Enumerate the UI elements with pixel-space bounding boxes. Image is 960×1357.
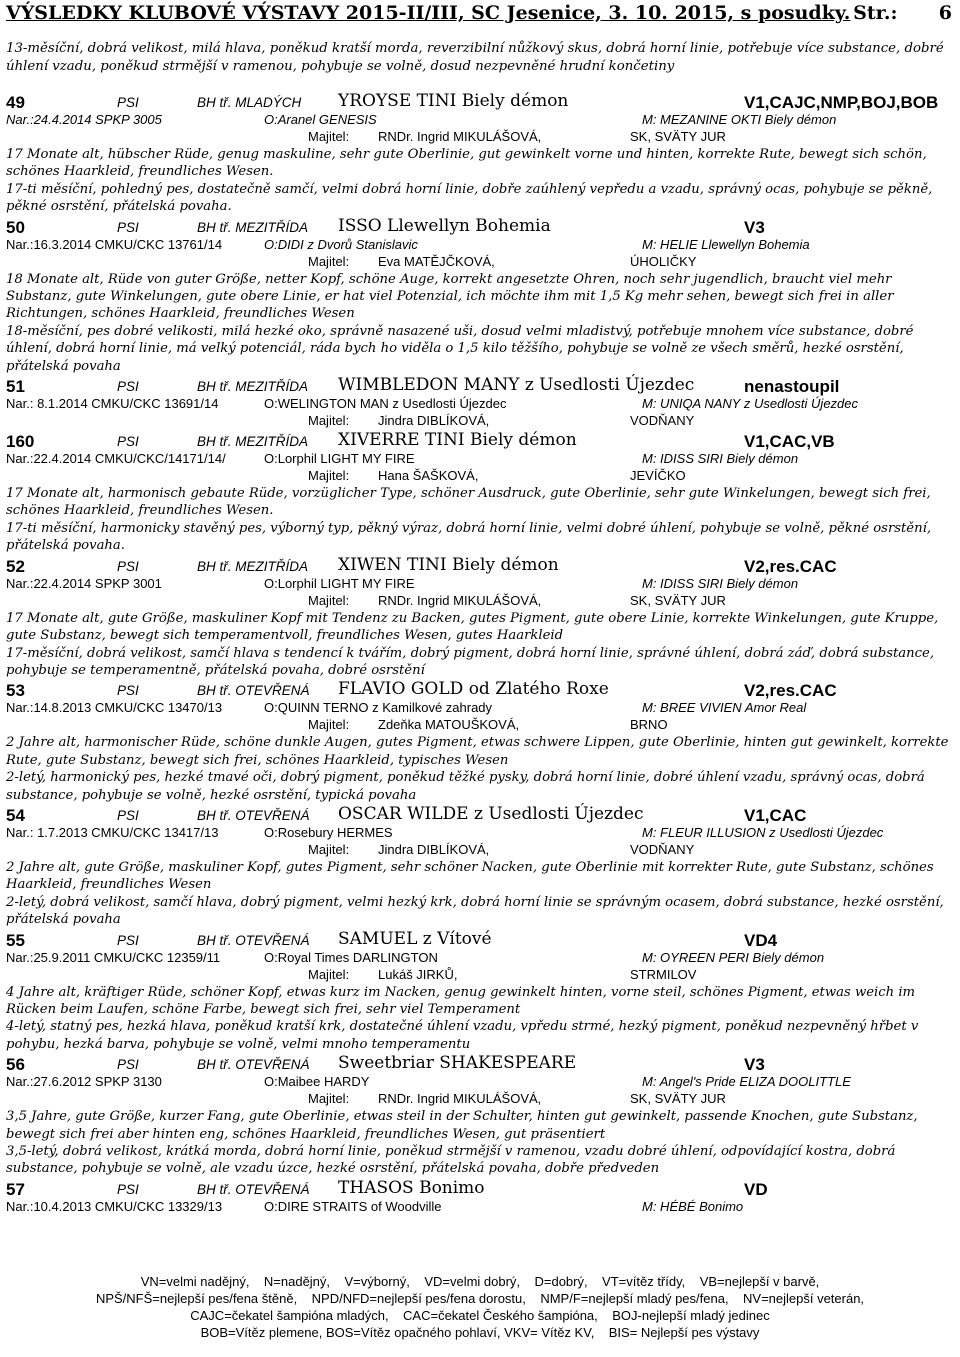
page-label: Str.: — [853, 2, 898, 24]
legend — [0, 1273, 960, 1341]
owner-label: Majitel: — [308, 841, 350, 857]
class-label: BH tř. MEZITŘÍDA — [197, 434, 308, 450]
owner-label: Majitel: — [308, 1091, 350, 1107]
owner-label: Majitel: — [308, 468, 350, 484]
owner-name: Jindra DIBLÍKOVÁ, — [378, 413, 490, 429]
critique-german: 18 Monate alt, Rüde von guter Größe, netter Kopf, schöne Auge, korrekt angesetzte Ohren, noch sehr jugendlich, braucht viel mehr Substanz, gute Winkelungen, gute obere Linie, er hat viel Potenzial, ich möchte ihm mit 1,5 Kg mehr sehen, bewegt sich frei in aller Richtungen, schönes Haarkleid, freundliches Wesen — [6, 271, 894, 322]
catalog-number: 49 — [6, 93, 25, 112]
critique-german: 4 Jahre alt, kräftiger Rüde, schöner Kopf, etwas kurz im Nacken, genug gewinkelt hinten, vorne steil, schönes Pigment, etwas weich im Rücken beim Laufen, schöne Farbe, bewegt sich frei, sehr viel Temperament — [6, 984, 916, 1017]
owner-line — [6, 1091, 960, 1108]
owner-name: RNDr. Ingrid MIKULÁŠOVÁ, — [378, 592, 542, 608]
sire: O:WELINGTON MAN z Usedlosti Újezdec — [264, 396, 507, 412]
dog-line — [6, 555, 960, 576]
catalog-number: 53 — [6, 681, 25, 701]
owner-name: Zdeňka MATOUŠKOVÁ, — [378, 717, 520, 733]
sex-label: PSI — [117, 932, 139, 948]
birth-registration: Nar.:14.8.2013 CMKU/CKC 13470/13 — [6, 700, 223, 716]
owner-label: Majitel: — [308, 717, 350, 733]
catalog-number: 160 — [6, 432, 35, 452]
birth-registration: Nar.: 1.7.2013 CMKU/CKC 13417/13 — [6, 824, 219, 840]
sex-label: PSI — [117, 558, 139, 574]
dog-name: Sweetbriar SHAKESPEARE — [338, 1053, 577, 1074]
sire: O:Aranel GENESIS — [264, 112, 377, 127]
birth-registration: Nar.:24.4.2014 SPKP 3005 — [6, 112, 162, 127]
registration-line — [6, 576, 960, 593]
owner-place: JEVÍČKO — [630, 468, 686, 484]
dog-entry — [6, 216, 960, 375]
critique-czech: 17-ti měsíční, harmonicky stavěný pes, výborný typ, pěkný výraz, dobrá horní linie, velmi dobré úhlení, pohybuje se volně, pěkné osrstění, přátelská povaha. — [6, 520, 932, 554]
owner-label: Majitel: — [308, 592, 350, 608]
birth-registration: Nar.:10.4.2013 CMKU/CKC 13329/13 — [6, 1198, 223, 1214]
birth-registration: Nar.:16.3.2014 CMKU/CKC 13761/14 — [6, 236, 223, 252]
dam: M: BREE VIVIEN Amor Real — [642, 700, 807, 716]
dog-name: OSCAR WILDE z Usedlosti Újezdec — [338, 803, 644, 824]
birth-registration: Nar.:27.6.2012 SPKP 3130 — [6, 1074, 162, 1090]
dog-name: XIWEN TINI Biely démon — [338, 554, 559, 575]
result: VD — [744, 1179, 768, 1199]
result: nenastoupil — [744, 377, 840, 397]
result: V2,res.CAC — [744, 681, 837, 701]
critique-czech: 3,5-letý, dobrá velikost, krátká morda, dobrá horní linie, poněkud strmější v ramenou, vzadu dobré úhlení, odpovídající kostra, dobrá substance, pohybuje se volně, ale vzadu úzce, hezké osrstění, přátelská povaha, dobře předveden — [6, 1144, 896, 1177]
dam: M: HÉBÉ Bonimo — [642, 1198, 744, 1214]
dam: M: IDISS SIRI Biely démon — [642, 575, 799, 591]
dog-line — [6, 1053, 960, 1074]
dog-line — [6, 216, 960, 237]
registration-line — [6, 700, 960, 717]
owner-line — [6, 593, 960, 610]
critique-czech: 4-letý, statný pes, hezká hlava, poněkud kratší krk, dostatečné úhlení vzadu, vpředu strmé, hezký pigment, poněkud nezpevněný hřbet v pohybu, hezká barva, pohybuje se volně, velmi mnoho temperamentu — [6, 1019, 919, 1052]
result: V2,res.CAC — [744, 556, 837, 576]
page-header — [6, 2, 952, 26]
catalog-number: 56 — [6, 1055, 25, 1075]
sex-label: PSI — [117, 219, 139, 235]
legend-line: NPŠ/NFŠ=nejlepší pes/fena štěně, NPD/NFD=nejlepší pes/fena dorostu, NMP/F=nejlepší mladý pes/fena, NV=nejlepší veterán, — [95, 1291, 865, 1306]
owner-place: SK, SVÄTY JUR — [630, 592, 726, 608]
owner-name: Lukáš JIRKŮ, — [378, 966, 458, 982]
class-label: BH tř. OTEVŘENÁ — [197, 932, 310, 948]
sex-label: PSI — [117, 379, 139, 395]
registration-line — [6, 950, 960, 967]
critique-czech: 17-ti měsíční, pohledný pes, dostatečně samčí, velmi dobrá horní linie, dobře zaúhlený vepředu a vzadu, správný ocas, pohybuje se pěkně, pěkné osrstění, přátelská povaha. — [6, 181, 933, 215]
owner-line — [6, 717, 960, 734]
critique-german: 2 Jahre alt, harmonischer Rüde, schöne dunkle Augen, gutes Pigment, etwas schwere Lippen, gute Oberlinie, hinten gut gewinkelt, korrekte Rute, gute Substanz, bewegt sich frei, schönes Haarkleid, typisches Wesen — [6, 735, 949, 768]
dam: M: Angel's Pride ELIZA DOOLITTLE — [642, 1074, 851, 1090]
class-label: BH tř. OTEVŘENÁ — [197, 683, 310, 699]
owner-label: Majitel: — [308, 253, 350, 269]
sire: O:DIRE STRAITS of Woodville — [264, 1198, 442, 1214]
registration-line — [6, 237, 960, 254]
critique-czech: 2-letý, harmonický pes, hezké tmavé oči, dobrý pigment, poněkud těžké pysky, dobrá horní linie, dobré úhlení vzadu, správný ocas, dobrá substance, pohybuje se volně, hezké osrstění, typická povaha — [6, 770, 925, 803]
critique-czech: 17-měsíční, dobrá velikost, samčí hlava s tendencí k tvářím, dobrý pigment, dobrá horní linie, správné úhlení, dobrá záď, dobrá substance, pohybuje se temperamentně, přátelská povaha, dobré osrstění — [6, 645, 935, 678]
dog-entry — [6, 430, 960, 555]
intro-critique: 13-měsíční, dobrá velikost, milá hlava, poněkud kratší morda, reverzibilní nůžkový skus, dobrá horní linie, potřebuje více substance, dobré úhlení vzadu, poněkud strmější v ramenou, pohybuje se volně, dosud nezpevněné hrudní končetiny — [6, 41, 944, 74]
dog-line — [6, 375, 960, 396]
dog-line — [6, 91, 960, 112]
owner-name: Jindra DIBLÍKOVÁ, — [378, 841, 490, 857]
dog-line — [6, 1178, 960, 1199]
result: V1,CAJC,NMP,BOJ,BOB — [744, 93, 939, 112]
owner-label: Majitel: — [308, 129, 350, 144]
result: V3 — [744, 1055, 765, 1075]
owner-line — [6, 254, 960, 271]
page-number: 6 — [938, 2, 952, 24]
critique-german: 3,5 Jahre, gute Größe, kurzer Fang, gute Oberlinie, etwas steil in der Schulter, hinten gut gewinkelt, passende Knochen, gute Substanz, bewegt sich frei aber hinten eng, schönes Haarkleid, freundliches Wesen, gut präsentiert — [6, 1109, 918, 1142]
dam: M: MEZANINE OKTI Biely démon — [642, 112, 837, 127]
dog-name: THASOS Bonimo — [338, 1177, 485, 1198]
catalog-number: 55 — [6, 930, 25, 950]
sire: O:Lorphil LIGHT MY FIRE — [264, 451, 415, 467]
dog-line — [6, 679, 960, 700]
birth-registration: Nar.:22.4.2014 CMKU/CKC/14171/14/ — [6, 451, 226, 467]
critique-czech: 18-měsíční, pes dobré velikosti, milá hezké oko, správně nasazené uši, dosud velmi mladistvý, potřebuje mnohem více substance, dobré úhlení, dobrá horní linie, má velký potenciál, ráda bych ho viděla o 1,5 kilo těžšího, pohybuje se volně ze všech směrů, hezké osrstění, přátelská povaha — [6, 323, 914, 374]
class-label: BH tř. OTEVŘENÁ — [197, 807, 310, 823]
sire: O:QUINN TERNO z Kamilkové zahrady — [264, 700, 493, 716]
catalog-number: 51 — [6, 377, 25, 397]
birth-registration: Nar.: 8.1.2014 CMKU/CKC 13691/14 — [6, 396, 219, 412]
owner-name: RNDr. Ingrid MIKULÁŠOVÁ, — [378, 1091, 542, 1107]
dog-entry — [6, 375, 960, 430]
owner-place: STRMILOV — [630, 966, 697, 982]
critique-german: 17 Monate alt, gute Größe, maskuliner Kopf mit Tendenz zu Backen, gutes Pigment, gute obere Linie, korrekte Winkelungen, gute Kruppe, gute Substanz, bewegt sich temperamentvoll, freundliches Wesen, gutes Haarkleid — [6, 610, 939, 644]
registration-line — [6, 1074, 960, 1091]
sex-label: PSI — [117, 1181, 139, 1197]
legend-line: BOB=Vítěz plemene, BOS=Vítěz opačného pohlaví, VKV= Vítěz KV, BIS= Nejlepší pes výstavy — [200, 1325, 760, 1340]
entries-list — [6, 91, 960, 1216]
dam: M: FLEUR ILLUSION z Usedlosti Újezdec — [642, 824, 884, 840]
dog-entry — [6, 91, 960, 216]
registration-line — [6, 1199, 960, 1216]
dam: M: HELIE Llewellyn Bohemia — [642, 236, 810, 252]
dog-entry — [6, 679, 960, 804]
result: V1,CAC — [744, 805, 807, 825]
owner-name: Eva MATĚJČKOVÁ, — [378, 253, 495, 269]
dog-entry — [6, 555, 960, 680]
owner-line — [6, 129, 960, 146]
critique-german: 17 Monate alt, hübscher Rüde, genug maskuline, sehr gute Oberlinie, gut gewinkelt vorne und hinten, korrekte Rute, bewegt sich schön, schönes Haarkleid, freundliches Wesen. — [6, 147, 927, 180]
sex-label: PSI — [117, 95, 139, 110]
owner-place: BRNO — [630, 717, 668, 733]
owner-name: RNDr. Ingrid MIKULÁŠOVÁ, — [378, 129, 542, 144]
result: VD4 — [744, 930, 778, 950]
critique-german: 2 Jahre alt, gute Größe, maskuliner Kopf, gutes Pigment, sehr schöner Nacken, gute Oberlinie mit korrekter Rute, gute Substanz, schönes Haarkleid, freundliches Wesen — [6, 859, 934, 893]
dog-name: SAMUEL z Vítové — [338, 928, 492, 949]
class-label: BH tř. MEZITŘÍDA — [197, 219, 308, 235]
sire: O:Maibee HARDY — [264, 1074, 370, 1090]
owner-place: VODŇANY — [630, 841, 695, 857]
owner-line — [6, 967, 960, 984]
owner-label: Majitel: — [308, 966, 350, 982]
catalog-number: 52 — [6, 556, 25, 576]
dog-name: ISSO Llewellyn Bohemia — [338, 215, 551, 236]
dog-name: FLAVIO GOLD od Zlatého Roxe — [338, 679, 609, 700]
owner-line — [6, 413, 960, 430]
registration-line — [6, 825, 960, 842]
sex-label: PSI — [117, 434, 139, 450]
result: V1,CAC,VB — [744, 432, 835, 452]
sex-label: PSI — [117, 807, 139, 823]
sire: O:Rosebury HERMES — [264, 824, 393, 840]
class-label: BH tř. MEZITŘÍDA — [197, 558, 308, 574]
birth-registration: Nar.:25.9.2011 CMKU/CKC 12359/11 — [6, 949, 221, 965]
sire: O:DIDI z Dvorů Stanislavic — [264, 236, 418, 252]
class-label: BH tř. MLADÝCH — [197, 95, 302, 110]
dog-line — [6, 430, 960, 451]
catalog-number: 54 — [6, 805, 25, 825]
dog-name: WIMBLEDON MANY z Usedlosti Újezdec — [338, 375, 695, 396]
owner-name: Hana ŠAŠKOVÁ, — [378, 468, 479, 484]
owner-label: Majitel: — [308, 413, 350, 429]
owner-line — [6, 842, 960, 859]
owner-place: ÚHOLIČKY — [630, 253, 697, 269]
registration-line — [6, 396, 960, 413]
page-title: VÝSLEDKY KLUBOVÉ VÝSTAVY 2015-II/III, SC Jesenice, 3. 10. 2015, s posudky. — [6, 2, 851, 24]
dog-line — [6, 804, 960, 825]
legend-line: CAJC=čekatel šampióna mladých, CAC=čekatel Českého šampióna, BOJ-nejlepší mladý jedinec — [190, 1308, 770, 1323]
critique-german: 17 Monate alt, harmonisch gebaute Rüde, vorzüglicher Type, schöner Ausdruck, gute Oberlinie, sehr gute Winkelungen, bewegt sich frei, schönes Haarkleid, freundliches Wesen. — [6, 486, 931, 519]
legend-line: VN=velmi nadějný, N=nadějný, V=výborný, VD=velmi dobrý, D=dobrý, VT=vítěz třídy, VB=nejlepší v barvě, — [140, 1274, 820, 1289]
sire: O:Royal Times DARLINGTON — [264, 949, 438, 965]
critique-czech: 2-letý, dobrá velikost, samčí hlava, dobrý pigment, velmi hezký krk, dobrá horní linie se správným ocasem, dobrá substance, hezké osrstění, přátelská povaha — [6, 894, 944, 928]
dam: M: UNIQA NANY z Usedlosti Újezdec — [642, 396, 859, 412]
page-number-group — [853, 2, 952, 24]
sex-label: PSI — [117, 1057, 139, 1073]
dog-entry — [6, 929, 960, 1054]
owner-line — [6, 468, 960, 485]
dam: M: OYREEN PERI Biely démon — [642, 949, 825, 965]
registration-line — [6, 451, 960, 468]
catalog-number: 50 — [6, 217, 25, 237]
dog-entry — [6, 804, 960, 929]
class-label: BH tř. OTEVŘENÁ — [197, 1057, 310, 1073]
dog-name: XIVERRE TINI Biely démon — [338, 430, 577, 451]
result: V3 — [744, 217, 765, 237]
sire: O:Lorphil LIGHT MY FIRE — [264, 575, 415, 591]
owner-place: SK, SVÄTY JUR — [630, 129, 726, 144]
dog-entry — [6, 1053, 960, 1178]
catalog-number: 57 — [6, 1179, 25, 1199]
dog-name: YROYSE TINI Biely démon — [338, 91, 569, 111]
dog-line — [6, 929, 960, 950]
class-label: BH tř. MEZITŘÍDA — [197, 379, 308, 395]
sex-label: PSI — [117, 683, 139, 699]
class-label: BH tř. OTEVŘENÁ — [197, 1181, 310, 1197]
dog-entry — [6, 1178, 960, 1216]
birth-registration: Nar.:22.4.2014 SPKP 3001 — [6, 575, 162, 591]
owner-place: SK, SVÄTY JUR — [630, 1091, 726, 1107]
owner-place: VODŇANY — [630, 413, 695, 429]
registration-line — [6, 112, 960, 129]
dam: M: IDISS SIRI Biely démon — [642, 451, 799, 467]
